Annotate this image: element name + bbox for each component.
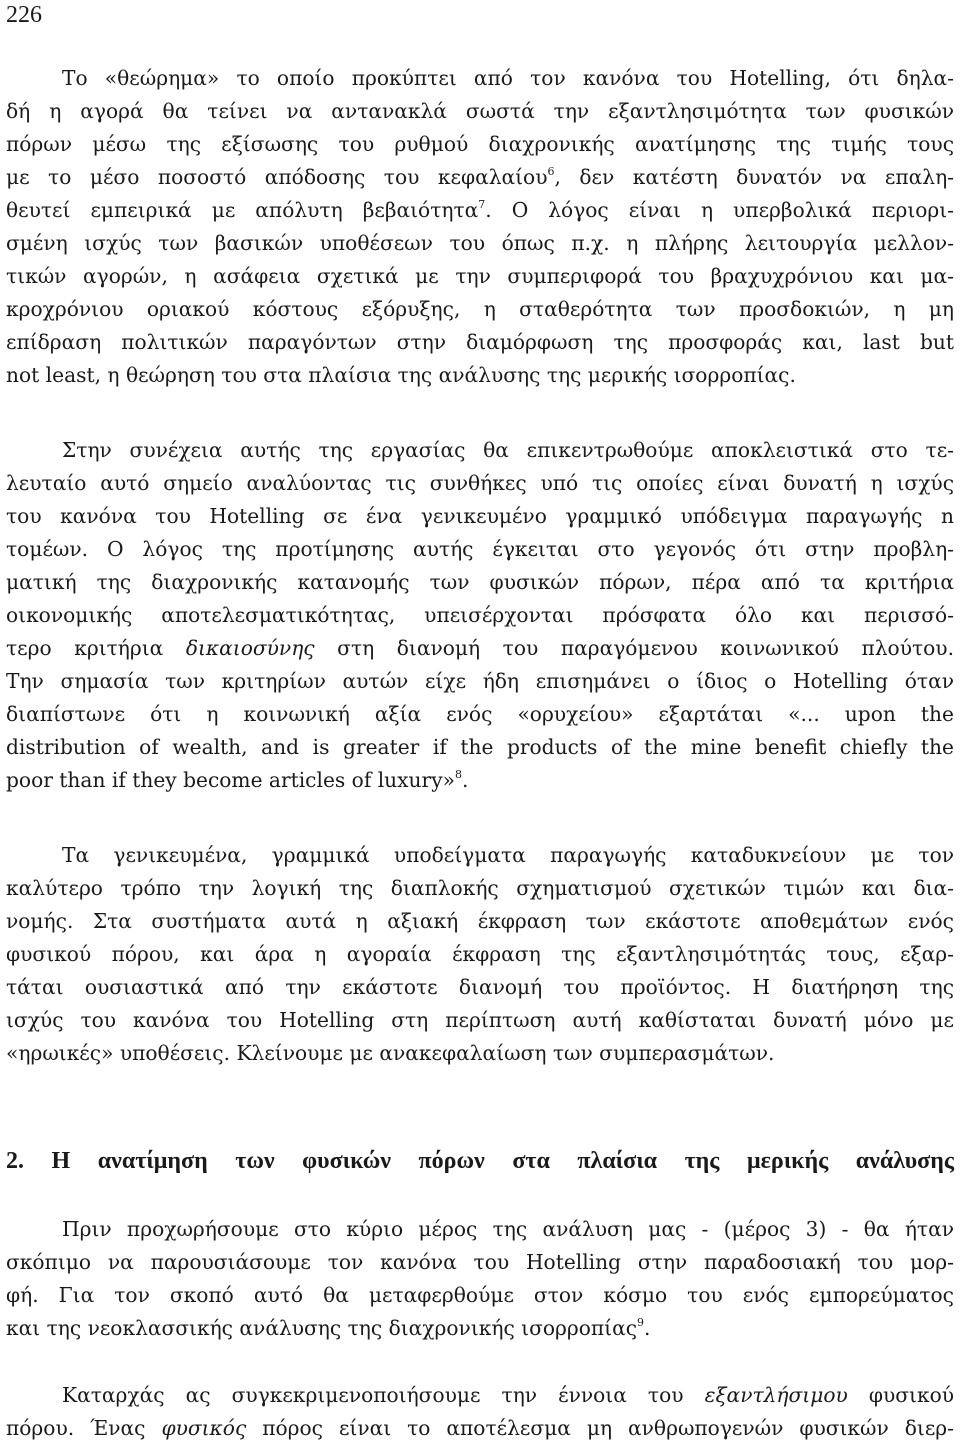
paragraph-4-line — [6, 1312, 954, 1345]
paragraph-3-line: νομής. Στα συστήματα αυτά η αξιακή έκφραση των εκάστοτε αποθεμάτων ενός — [6, 909, 954, 933]
paragraph-4-line: φή. Για τον σκοπό αυτό θα μεταφερθούμε στον κόσμο του ενός εμπορεύματος — [6, 1283, 954, 1307]
section-heading: 2. Η ανατίμηση των φυσικών πόρων στα πλαίσια της μερικής ανάλυσης — [6, 1148, 954, 1174]
footnote-ref-7: 7 — [478, 198, 486, 211]
paragraph-1-line: πόρων μέσω της εξίσωσης του ρυθμού διαχρονικής ανατίμησης της τιμής τους — [6, 132, 954, 156]
text-fragment: και της νεοκλασσικής ανάλυσης της διαχρονικής ισορροπίας — [6, 1316, 638, 1340]
paragraph-1-line: σμένη ισχύς των βασικών υποθέσεων του όπως π.χ. η πλήρης λειτουργία μελλον- — [6, 231, 954, 255]
paragraph-3-line: «ηρωικές» υποθέσεις. Κλείνουμε με ανακεφαλαίωση των συμπερασμάτων. — [6, 1041, 775, 1065]
paragraph-2-line: λευταίο αυτό σημείο αναλύοντας τις συνθήκες υπό τις οποίες είναι δυνατή η ισχύς — [6, 471, 954, 495]
text-fragment: φυσικού — [868, 1383, 954, 1407]
paragraph-2-line: Στην συνέχεια αυτής της εργασίας θα επικεντρωθούμε αποκλειστικά στο τε- — [62, 438, 954, 462]
paragraph-3-line: ισχύς του κανόνα του Hotelling στη περίπτωση αυτή καθίσταται δυνατή μόνο με — [6, 1008, 954, 1032]
paragraph-1-line: κροχρόνιου οριακού κόστους εξόρυξης, η σταθερότητα των προσδοκιών, η μη — [6, 297, 954, 321]
text-fragment: . — [644, 1316, 651, 1340]
text-fragment: πόρου. Ένας — [6, 1416, 146, 1440]
paragraph-1-line — [6, 194, 954, 227]
footnote-ref-9: 9 — [637, 1316, 645, 1329]
paragraph-4-line: Πριν προχωρήσουμε στο κύριο μέρος της ανάλυση μας - (μέρος 3) - θα ήταν — [62, 1217, 954, 1241]
text-fragment: . — [461, 768, 469, 792]
paragraph-3-line: τάται ουσιαστικά από την εκάστοτε διανομή του προϊόντος. Η διατήρηση της — [6, 975, 954, 999]
paragraph-2-line: ματική της διαχρονικής κατανομής των φυσικών πόρων, πέρα από τα κριτήρια — [6, 570, 954, 594]
paragraph-2-line — [6, 632, 954, 665]
paragraph-3-line: φυσικού πόρου, και άρα η αγοραία έκφραση της εξαντλησιμότητάς τους, εξαρ- — [6, 942, 954, 966]
paragraph-2-line: οικονομικής αποτελεσματικότητας, υπεισέρχονται πρόσφατα όλο και περισσό- — [6, 603, 954, 627]
paragraph-2-line: του κανόνα του Hotelling σε ένα γενικευμένο γραμμικό υπόδειγμα παραγωγής n — [6, 504, 954, 528]
page-number: 226 — [6, 2, 42, 28]
text-fragment: Καταρχάς ας συγκεκριμενοποιήσουμε την έννοια του — [62, 1383, 684, 1407]
paragraph-1-line: Το «θεώρημα» το οποίο προκύπτει από τον κανόνα του Hotelling, ότι δηλα- — [62, 66, 954, 90]
emphasis-justice: δικαιοσύνης — [185, 636, 315, 660]
emphasis-natural: φυσικός — [161, 1416, 247, 1440]
paragraph-1-line: not least, η θεώρηση του στα πλαίσια της ανάλυσης της μερικής ισορροπίας. — [6, 363, 796, 387]
paragraph-2-line: Την σημασία των κριτηρίων αυτών είχε ήδη επισημάνει ο ίδιος ο Hotelling όταν — [6, 669, 954, 693]
paragraph-2-line: distribution of wealth, and is greater if the products of the mine benefit chiefly the — [6, 735, 954, 759]
paragraph-3-line: καλύτερο τρόπο την λογική της διαπλοκής σχηματισμού σχετικών τιμών και δια- — [6, 876, 954, 900]
paragraph-5-line — [62, 1379, 954, 1412]
footnote-ref-6: 6 — [547, 165, 555, 178]
paragraph-2-line: τομέων. Ο λόγος της προτίμησης αυτής έγκειται στο γεγονός ότι στην προβλη- — [6, 537, 954, 561]
paragraph-4-line: σκόπιμο να παρουσιάσουμε τον κανόνα του Hotelling στην παραδοσιακή του μορ- — [6, 1250, 954, 1274]
text-fragment: , δεν κατέστη δυνατόν να επαλη- — [554, 165, 954, 189]
emphasis-exhaustible: εξαντλήσιμου — [704, 1383, 848, 1407]
paragraph-1-line — [6, 161, 954, 194]
paragraph-2-line: διαπίστωνε ότι η κοινωνική αξία ενός «ορυχείου» εξαρτάται «... upon the — [6, 702, 954, 726]
text-fragment: . Ο λόγος είναι η υπερβολικά περιορι- — [485, 198, 954, 222]
footnote-ref-8: 8 — [454, 768, 462, 781]
text-fragment: θευτεί εμπειρικά με απόλυτη βεβαιότητα — [6, 198, 479, 222]
paragraph-1-line: επίδραση πολιτικών παραγόντων στην διαμόρφωση της προσφοράς και, last but — [6, 330, 954, 354]
text-fragment: στη διανομή του παραγόμενου κοινωνικού πλούτου. — [337, 636, 954, 660]
paragraph-5-line — [6, 1412, 954, 1445]
paragraph-1-line: τικών αγορών, η ασάφεια σχετικά με την συμπεριφορά του βραχυχρόνιου και μα- — [6, 264, 954, 288]
text-fragment: με το μέσο ποσοστό απόδοσης του κεφαλαίου — [6, 165, 548, 189]
paragraph-3-line: Τα γενικευμένα, γραμμικά υποδείγματα παραγωγής καταδυκνείουν με τον — [62, 843, 954, 867]
paragraph-2-line — [6, 764, 954, 797]
text-fragment: τερο κριτήρια — [6, 636, 164, 660]
text-fragment: πόρος είναι το αποτέλεσμα μη ανθρωπογενών φυσικών διερ- — [262, 1416, 954, 1440]
text-fragment: poor than if they become articles of luxury» — [6, 768, 455, 792]
paragraph-1-line: δή η αγορά θα τείνει να αντανακλά σωστά την εξαντλησιμότητα των φυσικών — [6, 99, 954, 123]
